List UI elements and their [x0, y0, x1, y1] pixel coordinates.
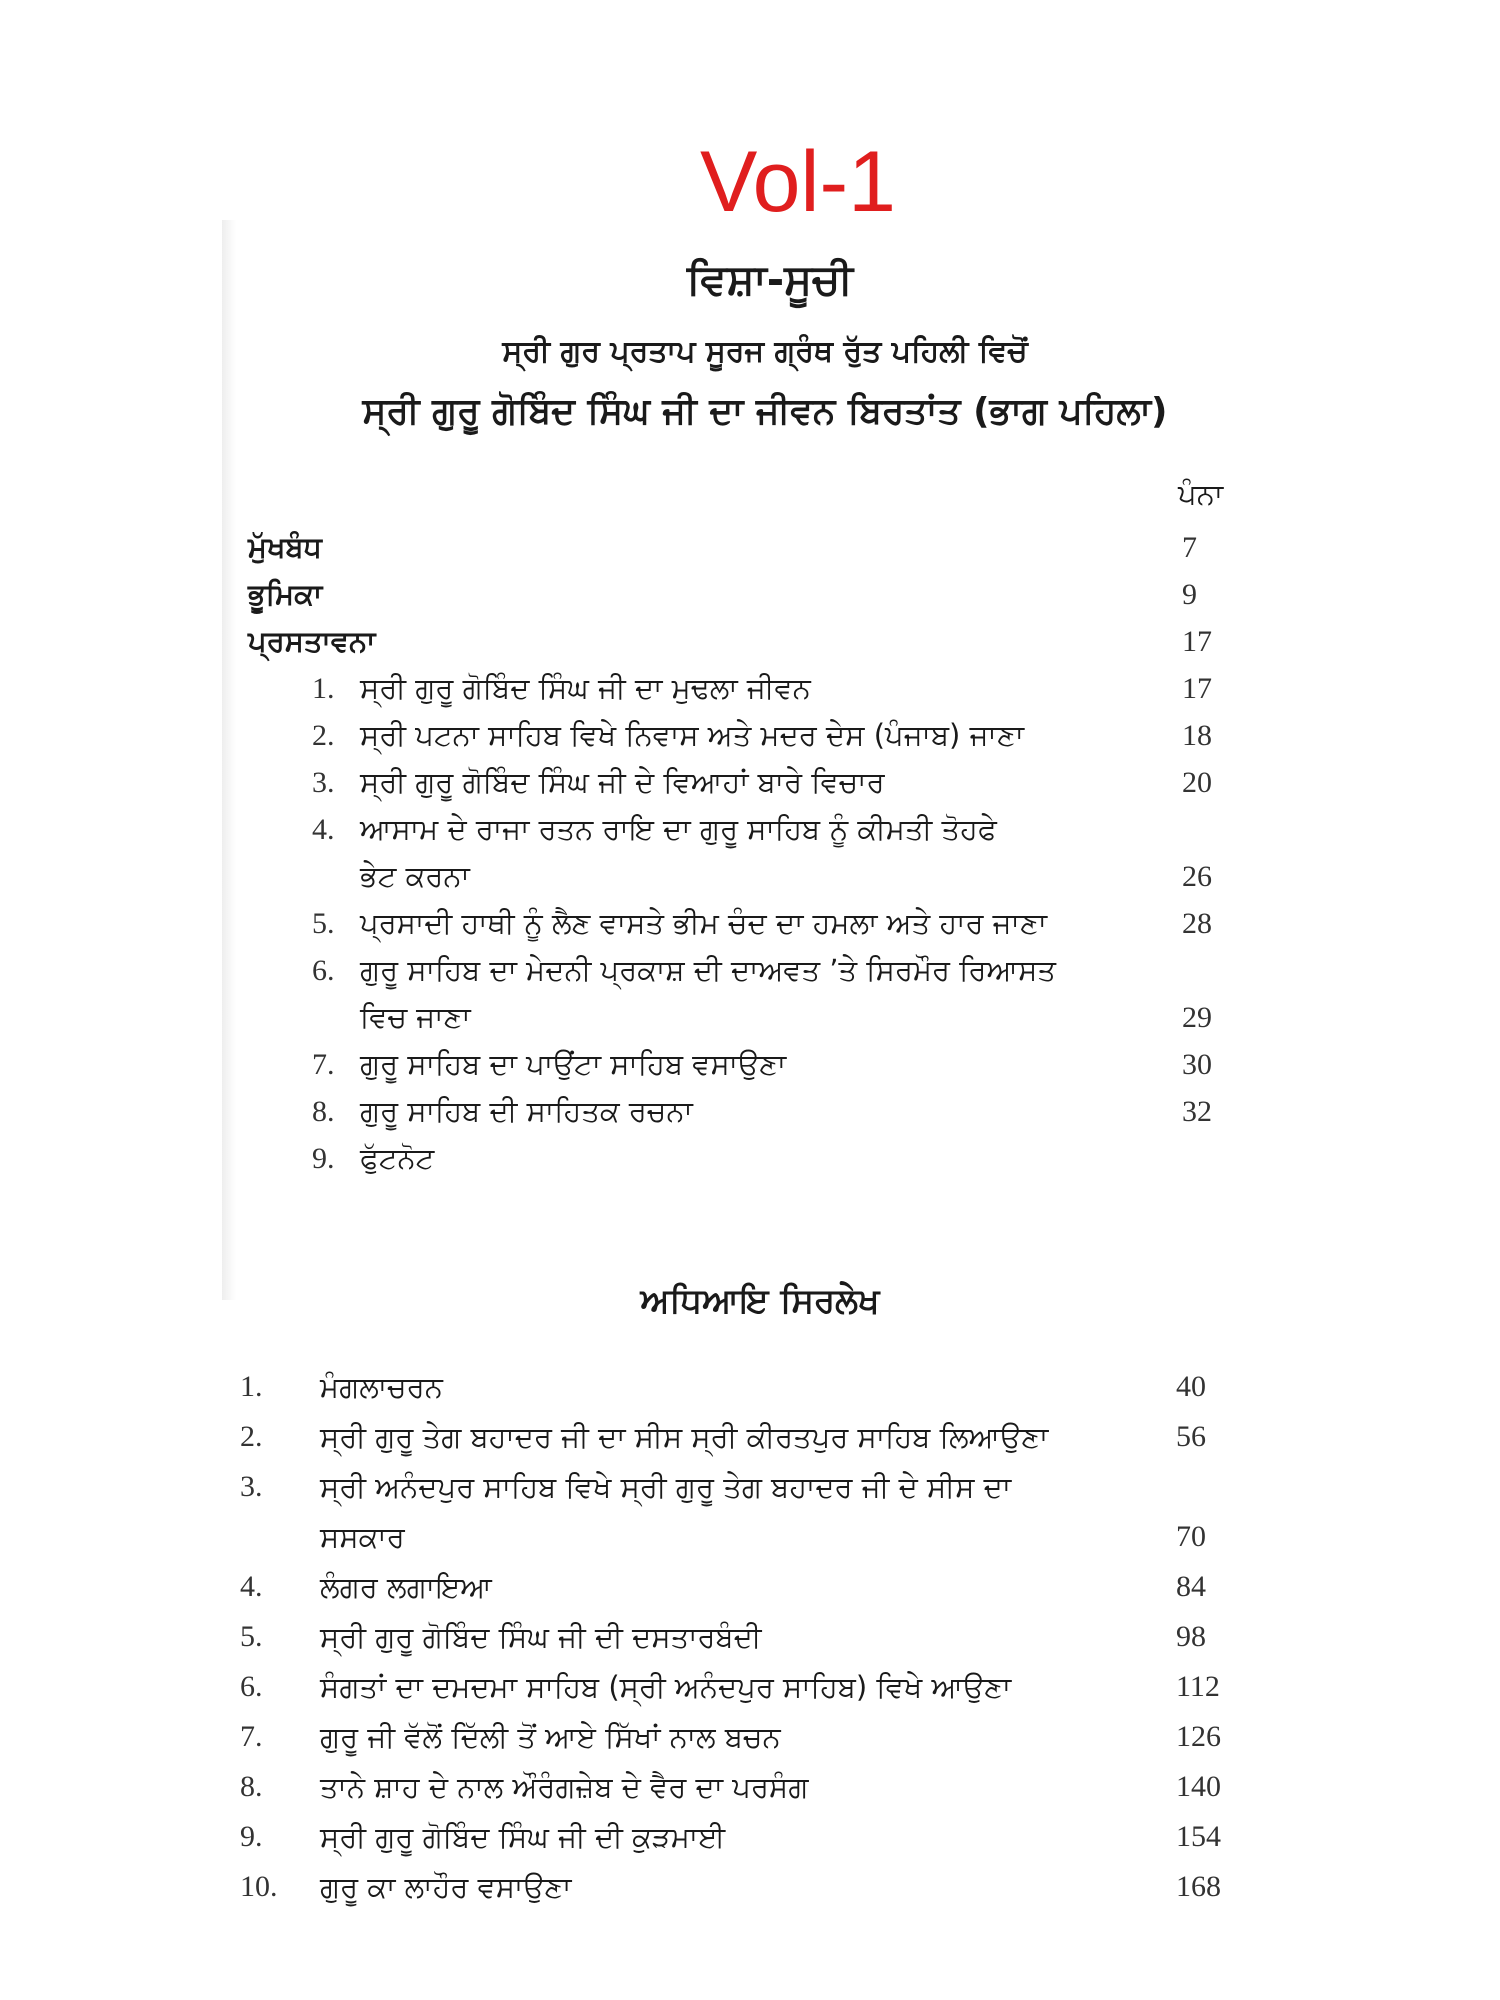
- chapter-number: 1.: [240, 1370, 263, 1403]
- page-column-label: ਪੰਨਾ: [1178, 477, 1224, 511]
- chapter-title: ਸ੍ਰੀ ਗੁਰੂ ਗੋਬਿੰਦ ਸਿੰਘ ਜੀ ਦੀ ਦਸਤਾਰਬੰਦੀ: [320, 1620, 762, 1654]
- toc-subentry: [248, 759, 1248, 806]
- toc-entry-title: ਭੂਮਿਕਾ: [248, 577, 323, 611]
- toc-entry-title: ਮੁੱਖਬੰਧ: [248, 530, 322, 564]
- book-title: ਸ੍ਰੀ ਗੁਰੂ ਗੋਬਿੰਦ ਸਿੰਘ ਜੀ ਦਾ ਜੀਵਨ ਬਿਰਤਾਂਤ (ਭਾਗ ਪਹਿਲਾ): [362, 391, 1168, 432]
- chapter-page: 40: [1176, 1370, 1206, 1403]
- toc-subentry-page: 32: [1182, 1095, 1212, 1128]
- volume-label: Vol-1: [699, 134, 897, 230]
- toc-subentry-page: 30: [1182, 1048, 1212, 1081]
- toc-subentry-page: 26: [1182, 860, 1212, 893]
- toc-subentry: [248, 1088, 1248, 1135]
- toc-subentry-number: 4.: [312, 813, 335, 846]
- chapter-page: 70: [1176, 1520, 1206, 1553]
- chapter-page: 84: [1176, 1570, 1206, 1603]
- toc-entry-page: 17: [1182, 625, 1212, 658]
- toc-subentry-title: ਗੁਰੂ ਸਾਹਿਬ ਦੀ ਸਾਹਿਤਕ ਰਚਨਾ: [360, 1094, 693, 1128]
- toc-subentry-number: 1.: [312, 672, 335, 705]
- toc-subentry: [248, 665, 1248, 712]
- toc-subentry-title: ਸ੍ਰੀ ਪਟਨਾ ਸਾਹਿਬ ਵਿਖੇ ਨਿਵਾਸ ਅਤੇ ਮਦਰ ਦੇਸ (ਪੰਜਾਬ) ਜਾਣਾ: [360, 718, 1024, 752]
- chapter-number: 7.: [240, 1720, 263, 1753]
- chapter-page: 140: [1176, 1770, 1221, 1803]
- toc-entry: [248, 571, 1248, 618]
- chapter-page: 154: [1176, 1820, 1221, 1853]
- chapter-title: ਲੰਗਰ ਲਗਾਇਆ: [320, 1570, 492, 1604]
- toc-subentry: [248, 1135, 1248, 1182]
- chapter-entry: [240, 1462, 1240, 1562]
- toc-subentry-page: 20: [1182, 766, 1212, 799]
- chapter-page: 112: [1176, 1670, 1220, 1703]
- chapter-number: 10.: [240, 1870, 278, 1903]
- chapter-page: 126: [1176, 1720, 1221, 1753]
- chapter-number: 5.: [240, 1620, 263, 1653]
- toc-subentry: [248, 947, 1248, 1041]
- toc-subentry: [248, 806, 1248, 900]
- chapter-entry: [240, 1662, 1240, 1712]
- chapter-list: [240, 1362, 1240, 1912]
- scan-page-edge: [222, 220, 236, 1300]
- chapter-title: ਗੁਰੂ ਕਾ ਲਾਹੌਰ ਵਸਾਉਣਾ: [320, 1870, 572, 1904]
- contents-heading: ਵਿਸ਼ਾ-ਸੂਚੀ: [686, 255, 854, 304]
- chapter-title: ਸੰਗਤਾਂ ਦਾ ਦਮਦਮਾ ਸਾਹਿਬ (ਸ੍ਰੀ ਅਨੰਦਪੁਰ ਸਾਹਿਬ) ਵਿਖੇ ਆਉਣਾ: [320, 1670, 1012, 1704]
- toc-subentry-page: 18: [1182, 719, 1212, 752]
- toc-subentry: [248, 1041, 1248, 1088]
- toc-subentry-number: 9.: [312, 1142, 335, 1175]
- chapter-entry: [240, 1762, 1240, 1812]
- chapter-number: 3.: [240, 1470, 263, 1503]
- toc-subentry-number: 3.: [312, 766, 335, 799]
- toc-subentry-number: 7.: [312, 1048, 335, 1081]
- toc-subentry-title: ਪ੍ਰਸਾਦੀ ਹਾਥੀ ਨੂੰ ਲੈਣ ਵਾਸਤੇ ਭੀਮ ਚੰਦ ਦਾ ਹਮਲਾ ਅਤੇ ਹਾਰ ਜਾਣਾ: [360, 906, 1048, 940]
- toc-subentry: [248, 712, 1248, 759]
- chapter-page: 168: [1176, 1870, 1221, 1903]
- toc-subentry: [248, 900, 1248, 947]
- chapter-entry: [240, 1612, 1240, 1662]
- chapter-number: 8.: [240, 1770, 263, 1803]
- chapter-entry: [240, 1812, 1240, 1862]
- chapter-number: 6.: [240, 1670, 263, 1703]
- toc-subentry-page: 29: [1182, 1001, 1212, 1034]
- toc-entry-page: 7: [1182, 531, 1197, 564]
- toc-subentry-number: 5.: [312, 907, 335, 940]
- chapter-entry: [240, 1862, 1240, 1912]
- toc-subentry-number: 2.: [312, 719, 335, 752]
- toc-entry: [248, 618, 1248, 665]
- chapter-number: 2.: [240, 1420, 263, 1453]
- toc-subentry-number: 6.: [312, 954, 335, 987]
- chapter-title: ਮੰਗਲਾਚਰਨ: [320, 1370, 443, 1404]
- toc-entry-title: ਪ੍ਰਸਤਾਵਨਾ: [248, 624, 376, 658]
- chapters-heading: ਅਧਿਆਇ ਸਿਰਲੇਖ: [640, 1281, 880, 1321]
- chapter-title: ਸ੍ਰੀ ਗੁਰੂ ਗੋਬਿੰਦ ਸਿੰਘ ਜੀ ਦੀ ਕੁੜਮਾਈ: [320, 1820, 726, 1854]
- chapter-entry: [240, 1712, 1240, 1762]
- toc-subentry-title: ਆਸਾਮ ਦੇ ਰਾਜਾ ਰਤਨ ਰਾਇ ਦਾ ਗੁਰੂ ਸਾਹਿਬ ਨੂੰ ਕੀਮਤੀ ਤੋਹਫੇ ਭੇਟ ਕਰਨਾ: [360, 812, 997, 893]
- toc-subentry-page: 17: [1182, 672, 1212, 705]
- chapter-number: 9.: [240, 1820, 263, 1853]
- chapter-title: ਗੁਰੂ ਜੀ ਵੱਲੋਂ ਦਿੱਲੀ ਤੋਂ ਆਏ ਸਿੱਖਾਂ ਨਾਲ ਬਚਨ: [320, 1720, 781, 1754]
- chapter-title: ਤਾਨੇ ਸ਼ਾਹ ਦੇ ਨਾਲ ਔਰੰਗਜ਼ੇਬ ਦੇ ਵੈਰ ਦਾ ਪਰਸੰਗ: [320, 1770, 809, 1804]
- chapter-title: ਸ੍ਰੀ ਅਨੰਦਪੁਰ ਸਾਹਿਬ ਵਿਖੇ ਸ੍ਰੀ ਗੁਰੂ ਤੇਗ ਬਹਾਦਰ ਜੀ ਦੇ ਸੀਸ ਦਾ ਸਸਕਾਰ: [320, 1470, 1012, 1554]
- chapter-number: 4.: [240, 1570, 263, 1603]
- toc-subentry-page: 28: [1182, 907, 1212, 940]
- toc-subentry-title: ਗੁਰੂ ਸਾਹਿਬ ਦਾ ਮੇਦਨੀ ਪ੍ਰਕਾਸ਼ ਦੀ ਦਾਅਵਤ ’ਤੇ ਸਿਰਮੌਰ ਰਿਆਸਤ ਵਿਚ ਜਾਣਾ: [360, 953, 1056, 1034]
- toc-subentry-title: ਸ੍ਰੀ ਗੁਰੂ ਗੋਬਿੰਦ ਸਿੰਘ ਜੀ ਦਾ ਮੁਢਲਾ ਜੀਵਨ: [360, 671, 811, 705]
- toc-subentry-title: ਗੁਰੂ ਸਾਹਿਬ ਦਾ ਪਾਉਂਟਾ ਸਾਹਿਬ ਵਸਾਉਣਾ: [360, 1047, 787, 1081]
- chapter-entry: [240, 1362, 1240, 1412]
- chapter-page: 56: [1176, 1420, 1206, 1453]
- chapter-page: 98: [1176, 1620, 1206, 1653]
- toc-entry: [248, 524, 1248, 571]
- chapter-entry: [240, 1562, 1240, 1612]
- toc-subentry-title: ਸ੍ਰੀ ਗੁਰੂ ਗੋਬਿੰਦ ਸਿੰਘ ਜੀ ਦੇ ਵਿਆਹਾਂ ਬਾਰੇ ਵਿਚਾਰ: [360, 765, 885, 799]
- book-subtitle: ਸ੍ਰੀ ਗੁਰ ਪ੍ਰਤਾਪ ਸੂਰਜ ਗ੍ਰੰਥ ਰੁੱਤ ਪਹਿਲੀ ਵਿਚੋਂ: [502, 334, 1028, 369]
- chapter-title: ਸ੍ਰੀ ਗੁਰੂ ਤੇਗ ਬਹਾਦਰ ਜੀ ਦਾ ਸੀਸ ਸ੍ਰੀ ਕੀਰਤਪੁਰ ਸਾਹਿਬ ਲਿਆਉਣਾ: [320, 1420, 1049, 1454]
- toc-subentry-title: ਫੁੱਟਨੋਟ: [360, 1141, 435, 1175]
- toc-subentry-number: 8.: [312, 1095, 335, 1128]
- toc-entry-page: 9: [1182, 578, 1197, 611]
- contents-list: [248, 524, 1248, 1182]
- chapter-entry: [240, 1412, 1240, 1462]
